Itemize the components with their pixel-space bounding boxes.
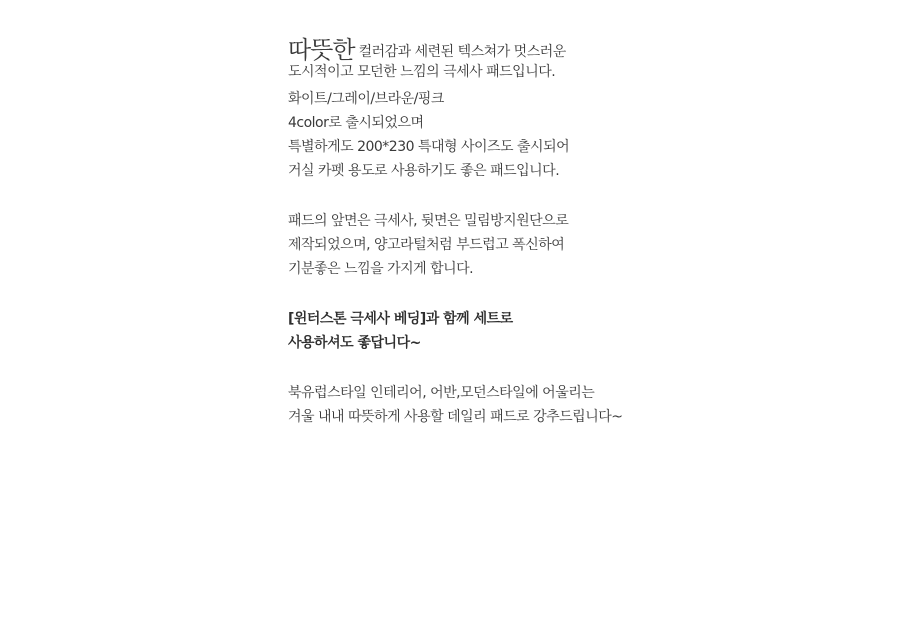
- set-line-1: [윈터스톤 극세사 베딩]과 함께 세트로: [288, 311, 513, 327]
- detail-line-colors: 화이트/그레이/브라운/핑크: [288, 91, 444, 107]
- product-description: [288, 36, 888, 429]
- material-line-2: 제작되었으며, 양고라털처럼 부드럽고 폭신하여: [288, 237, 565, 253]
- material-line-3: 기분좋은 느낌을 가지게 합니다.: [288, 261, 474, 277]
- material-line-1: 패드의 앞면은 극세사, 뒷면은 밀림방지원단으로: [288, 213, 569, 229]
- intro-line-1: [288, 36, 888, 64]
- style-line-1: 북유럽스타일 인테리어, 어반,모던스타일에 어울리는: [288, 385, 595, 401]
- set-line-2: 사용하셔도 좋답니다~: [288, 335, 421, 351]
- intro-emphasis-word: 따뜻한: [288, 36, 355, 64]
- set-recommendation-paragraph: [288, 307, 888, 355]
- style-paragraph: [288, 381, 888, 429]
- material-paragraph: [288, 209, 888, 281]
- style-line-2: 겨울 내내 따뜻하게 사용할 데일리 패드로 강추드립니다~: [288, 409, 623, 425]
- intro-line-1-text: 컬러감과 세련된 텍스쳐가 멋스러운: [358, 44, 566, 60]
- intro-paragraph: [288, 36, 888, 81]
- detail-line-size: 특별하게도 200*230 특대형 사이즈도 출시되어: [288, 139, 570, 155]
- intro-line-2: 도시적이고 모던한 느낌의 극세사 패드입니다.: [288, 64, 556, 80]
- details-paragraph: [288, 87, 888, 183]
- detail-line-release: 4color로 출시되었으며: [288, 115, 424, 131]
- detail-line-usage: 거실 카펫 용도로 사용하기도 좋은 패드입니다.: [288, 163, 560, 179]
